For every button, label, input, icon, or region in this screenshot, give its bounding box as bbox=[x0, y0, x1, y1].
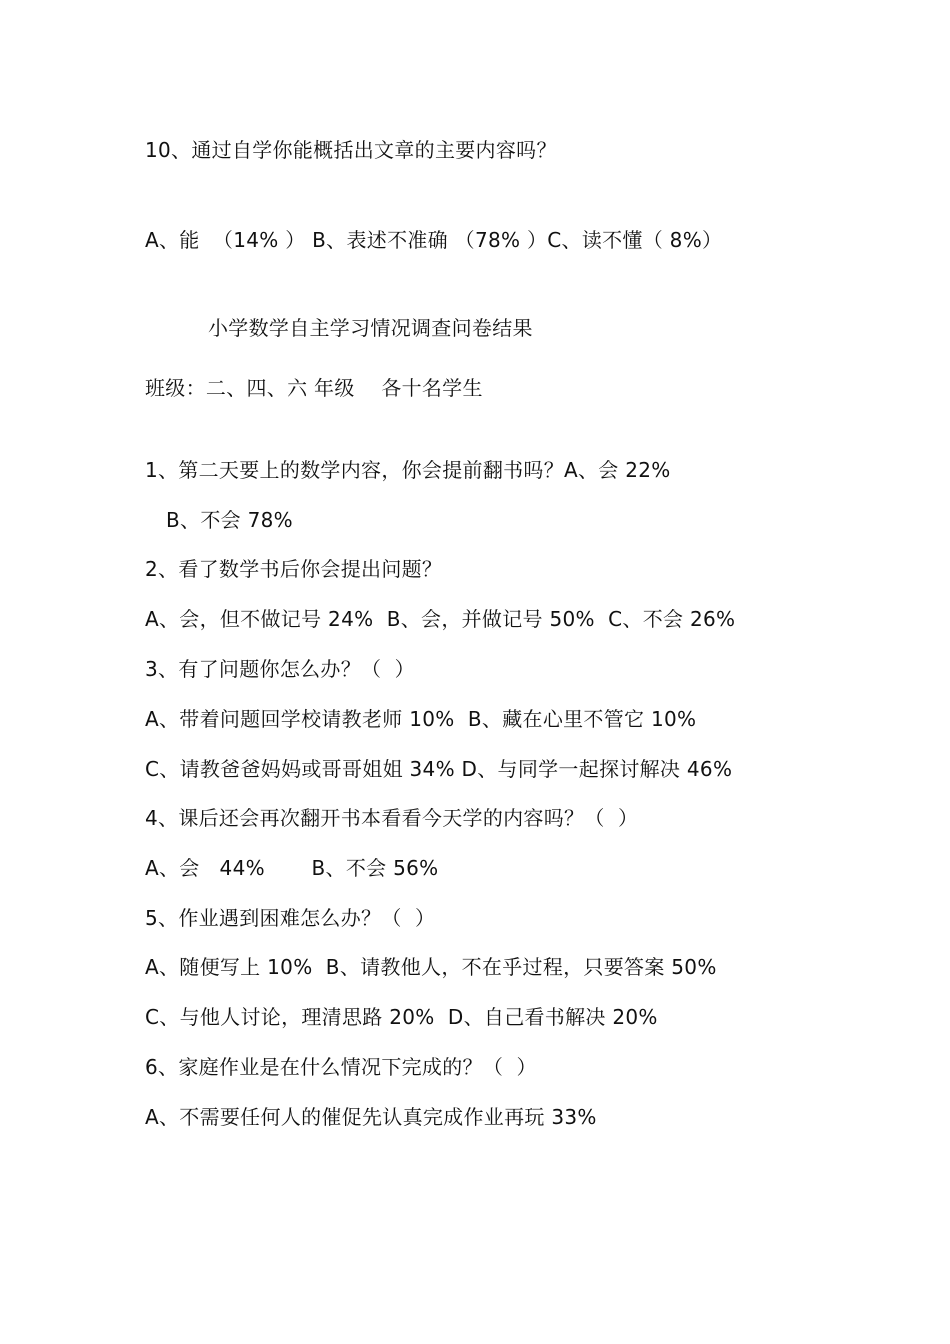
question-5-options-ab: A、随便写上 10% B、请教他人，不在乎过程，只要答案 50% bbox=[145, 955, 717, 979]
question-1-text: 1、第二天要上的数学内容，你会提前翻书吗？A、会 22% bbox=[145, 458, 671, 482]
survey-title: 小学数学自主学习情况调查问卷结果 bbox=[208, 316, 533, 340]
question-6-option-a: A、不需要任何人的催促先认真完成作业再玩 33% bbox=[145, 1105, 597, 1129]
question-5-text: 5、作业遇到困难怎么办？（ ） bbox=[145, 906, 436, 930]
question-5-options-cd: C、与他人讨论，理清思路 20% D、自己看书解决 20% bbox=[145, 1005, 658, 1029]
question-10-options: A、能 （14% ） B、表述不准确 （78% ）C、读不懂（ 8%） bbox=[145, 228, 723, 252]
question-3-text: 3、有了问题你怎么办？（ ） bbox=[145, 657, 415, 681]
question-6-text: 6、家庭作业是在什么情况下完成的？（ ） bbox=[145, 1055, 537, 1079]
question-2-options: A、会，但不做记号 24% B、会，并做记号 50% C、不会 26% bbox=[145, 607, 736, 631]
question-10-text: 10、通过自学你能概括出文章的主要内容吗？ bbox=[145, 138, 557, 162]
question-1-option-b: B、不会 78% bbox=[166, 508, 293, 532]
question-4-text: 4、课后还会再次翻开书本看看今天学的内容吗？（ ） bbox=[145, 806, 639, 830]
question-3-options-ab: A、带着问题回学校请教老师 10% B、藏在心里不管它 10% bbox=[145, 707, 697, 731]
question-2-text: 2、看了数学书后你会提出问题？ bbox=[145, 557, 443, 581]
class-info: 班级：二、四、六 年级 各十名学生 bbox=[145, 376, 483, 400]
question-3-options-cd: C、请教爸爸妈妈或哥哥姐姐 34% D、与同学一起探讨解决 46% bbox=[145, 757, 733, 781]
question-4-options: A、会 44% B、不会 56% bbox=[145, 856, 439, 880]
